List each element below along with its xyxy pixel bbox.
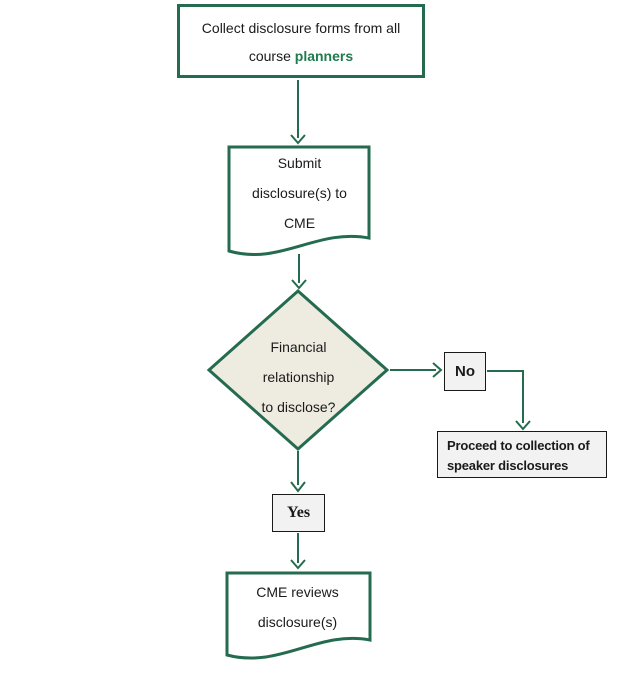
document-review-label: [227, 577, 368, 637]
arrow-decision-to-yes: [291, 451, 305, 491]
decision-line-2: relationship: [262, 369, 335, 385]
yes-label: Yes: [286, 504, 311, 521]
collect-line-2: [180, 42, 422, 70]
submit-line-1: Submit: [277, 155, 322, 171]
collect-line-2-prefix: course: [248, 48, 295, 64]
proceed-line-1: Proceed to collection of: [447, 438, 590, 453]
review-line-2: disclosure(s): [257, 614, 338, 630]
proceed-line-2: speaker disclosures: [447, 458, 569, 473]
submit-line-3: CME: [283, 215, 316, 231]
collect-line-1: Collect disclosure forms from all: [201, 20, 401, 36]
arrow-no-to-proceed: [487, 371, 530, 429]
decision-line-1: Financial: [270, 339, 327, 355]
decision-line-3: to disclose?: [261, 399, 336, 415]
submit-line-2: disclosure(s) to: [252, 185, 347, 201]
decision-label: [238, 332, 359, 422]
connector-yes-box[interactable]: [272, 494, 325, 532]
arrow-submit-to-decision: [292, 254, 306, 288]
no-label: No: [455, 363, 475, 380]
arrow-decision-to-no: [390, 363, 441, 377]
review-line-1: CME reviews: [256, 584, 339, 600]
arrow-yes-to-review: [291, 533, 305, 568]
document-submit-label: [229, 148, 370, 238]
collect-line-2-highlight: planners: [294, 48, 354, 64]
connector-no-box[interactable]: [444, 352, 486, 391]
process-proceed-speaker-disclosures[interactable]: [437, 431, 607, 478]
arrow-collect-to-submit: [291, 80, 305, 143]
process-collect-disclosure-forms[interactable]: [177, 4, 425, 78]
